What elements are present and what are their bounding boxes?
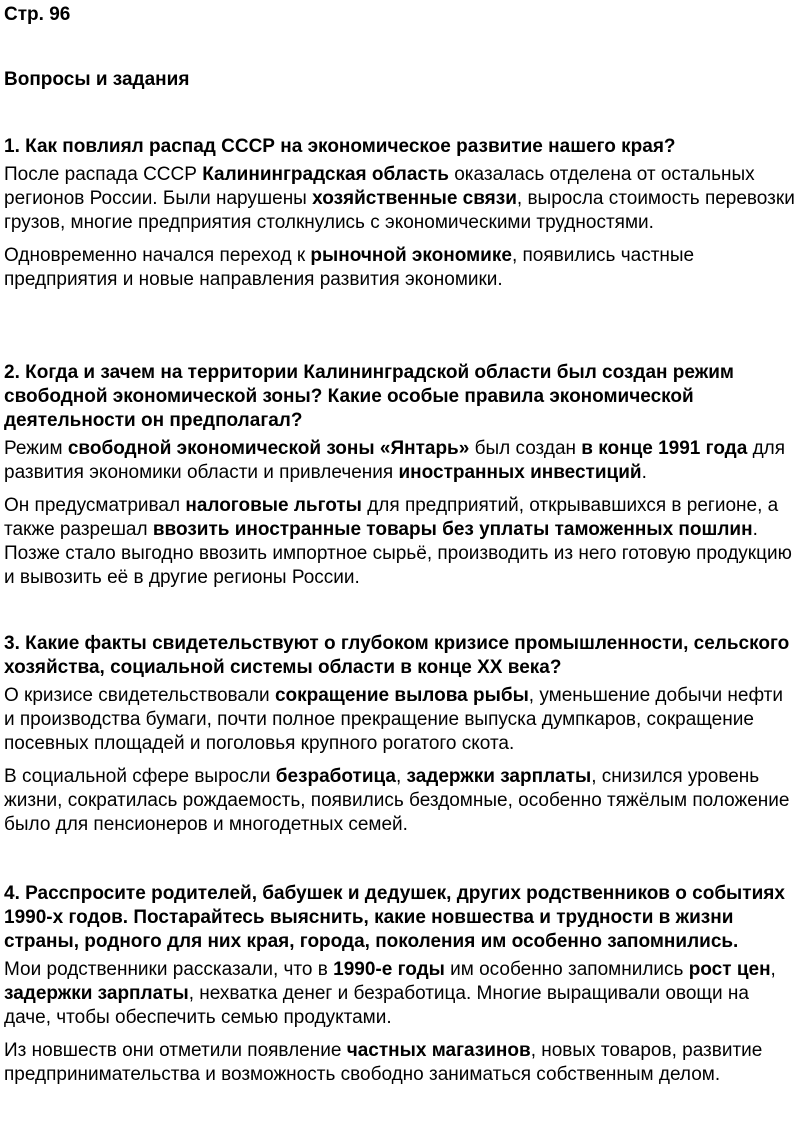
bold-text-run: Калининградская область <box>202 164 449 185</box>
text-run: , <box>770 959 776 980</box>
bold-text-run: свободной экономической зоны «Янтарь» <box>67 438 470 459</box>
bold-text-run: сокращение вылова рыбы <box>274 685 529 706</box>
bold-text-run: в конце 1991 года <box>581 438 748 459</box>
answer-3-paragraph-2 <box>4 765 798 837</box>
text-run: , снизился уровень жизни, сократилась рождаемость, появились бездомные, особенно тяжёлым положение было для пенсионеров и многодетных семей. <box>4 766 790 835</box>
question-2: 2. Когда и зачем на территории Калининградской области был создан режим свободной экономической зоны? Какие особые правила экономической деятельности он предполагал? <box>4 362 734 431</box>
bold-text-run: частных магазинов <box>346 1040 531 1061</box>
text-run: , новых товаров, развитие предпринимательства и возможность свободно заниматься собственным делом. <box>4 1040 763 1085</box>
text-run: , выросла стоимость перевозки грузов, многие предприятия столкнулись с экономическими трудностями. <box>4 188 795 233</box>
question-4: 4. Расспросите родителей, бабушек и дедушек, других родственников о событиях 1990-х годов. Постарайтесь выяснить, какие новшества и трудности в жизни страны, родного для них края, города, поколения им особенно запомнились. <box>4 883 785 952</box>
bold-text-run: ввозить иностранные товары без уплаты таможенных пошлин <box>152 519 753 540</box>
bold-text-run: хозяйственные связи <box>312 188 517 209</box>
qa-block-1 <box>4 135 798 301</box>
text-run: Режим <box>4 438 68 459</box>
answer-1-paragraph-1 <box>4 163 798 235</box>
text-run: В социальной сфере выросли <box>4 766 276 787</box>
text-run: оказалась отделена от остальных регионов России. Были нарушены <box>4 164 755 209</box>
text-run: Он предусматривал <box>4 495 186 516</box>
qa-block-2 <box>4 361 798 599</box>
text-run: О кризисе свидетельствовали <box>4 685 275 706</box>
question-1: 1. Как повлиял распад СССР на экономическое развитие нашего края? <box>4 136 676 157</box>
bold-text-run: рыночной экономике <box>310 245 512 266</box>
text-run: им особенно запомнились <box>444 959 689 980</box>
answer-2-paragraph-2 <box>4 494 798 590</box>
text-run: . Позже стало выгодно ввозить импортное сырьё, производить из него готовую продукцию и вывозить её в другие регионы России. <box>4 519 792 588</box>
text-run: Из новшеств они отметили появление <box>4 1040 347 1061</box>
text-run: , <box>395 766 407 787</box>
text-run: . <box>641 462 647 483</box>
bold-text-run: налоговые льготы <box>185 495 362 516</box>
bold-text-run: задержки зарплаты <box>406 766 592 787</box>
answer-4-paragraph-1 <box>4 958 798 1030</box>
qa-block-3 <box>4 632 798 846</box>
text-run: для предприятий, открывавшихся в регионе, а также разрешал <box>4 495 779 540</box>
text-run: После распада СССР <box>4 164 203 185</box>
text-run: был создан <box>469 438 582 459</box>
answer-2-paragraph-1 <box>4 437 798 485</box>
text-run: , появились частные предприятия и новые направления развития экономики. <box>4 245 695 290</box>
text-run: Одновременно начался переход к <box>4 245 311 266</box>
answer-4-paragraph-2 <box>4 1039 798 1087</box>
answer-3-paragraph-1 <box>4 684 798 756</box>
section-title: Вопросы и задания <box>4 69 190 90</box>
bold-text-run: задержки зарплаты <box>4 983 189 1004</box>
page-number: Стр. 96 <box>4 4 71 25</box>
text-run: , уменьшение добычи нефти и производства бумаги, почти полное прекращение выпуска думпкаров, сокращение посевных площадей и поголовья крупного рогатого скота. <box>4 685 783 754</box>
text-run: для развития экономики области и привлечения <box>4 438 786 483</box>
text-run: Мои родственники рассказали, что в <box>4 959 334 980</box>
answer-1-paragraph-2 <box>4 244 798 292</box>
qa-block-4 <box>4 882 798 1096</box>
text-run: , нехватка денег и безработица. Многие выращивали овощи на даче, чтобы обеспечить семью продуктами. <box>4 983 749 1028</box>
bold-text-run: безработица <box>275 766 396 787</box>
bold-text-run: 1990-е годы <box>333 959 445 980</box>
question-3: 3. Какие факты свидетельствуют о глубоком кризисе промышленности, сельского хозяйства, социальной системы области в конце XX века? <box>4 633 790 678</box>
bold-text-run: иностранных инвестиций <box>398 462 642 483</box>
bold-text-run: рост цен <box>688 959 771 980</box>
